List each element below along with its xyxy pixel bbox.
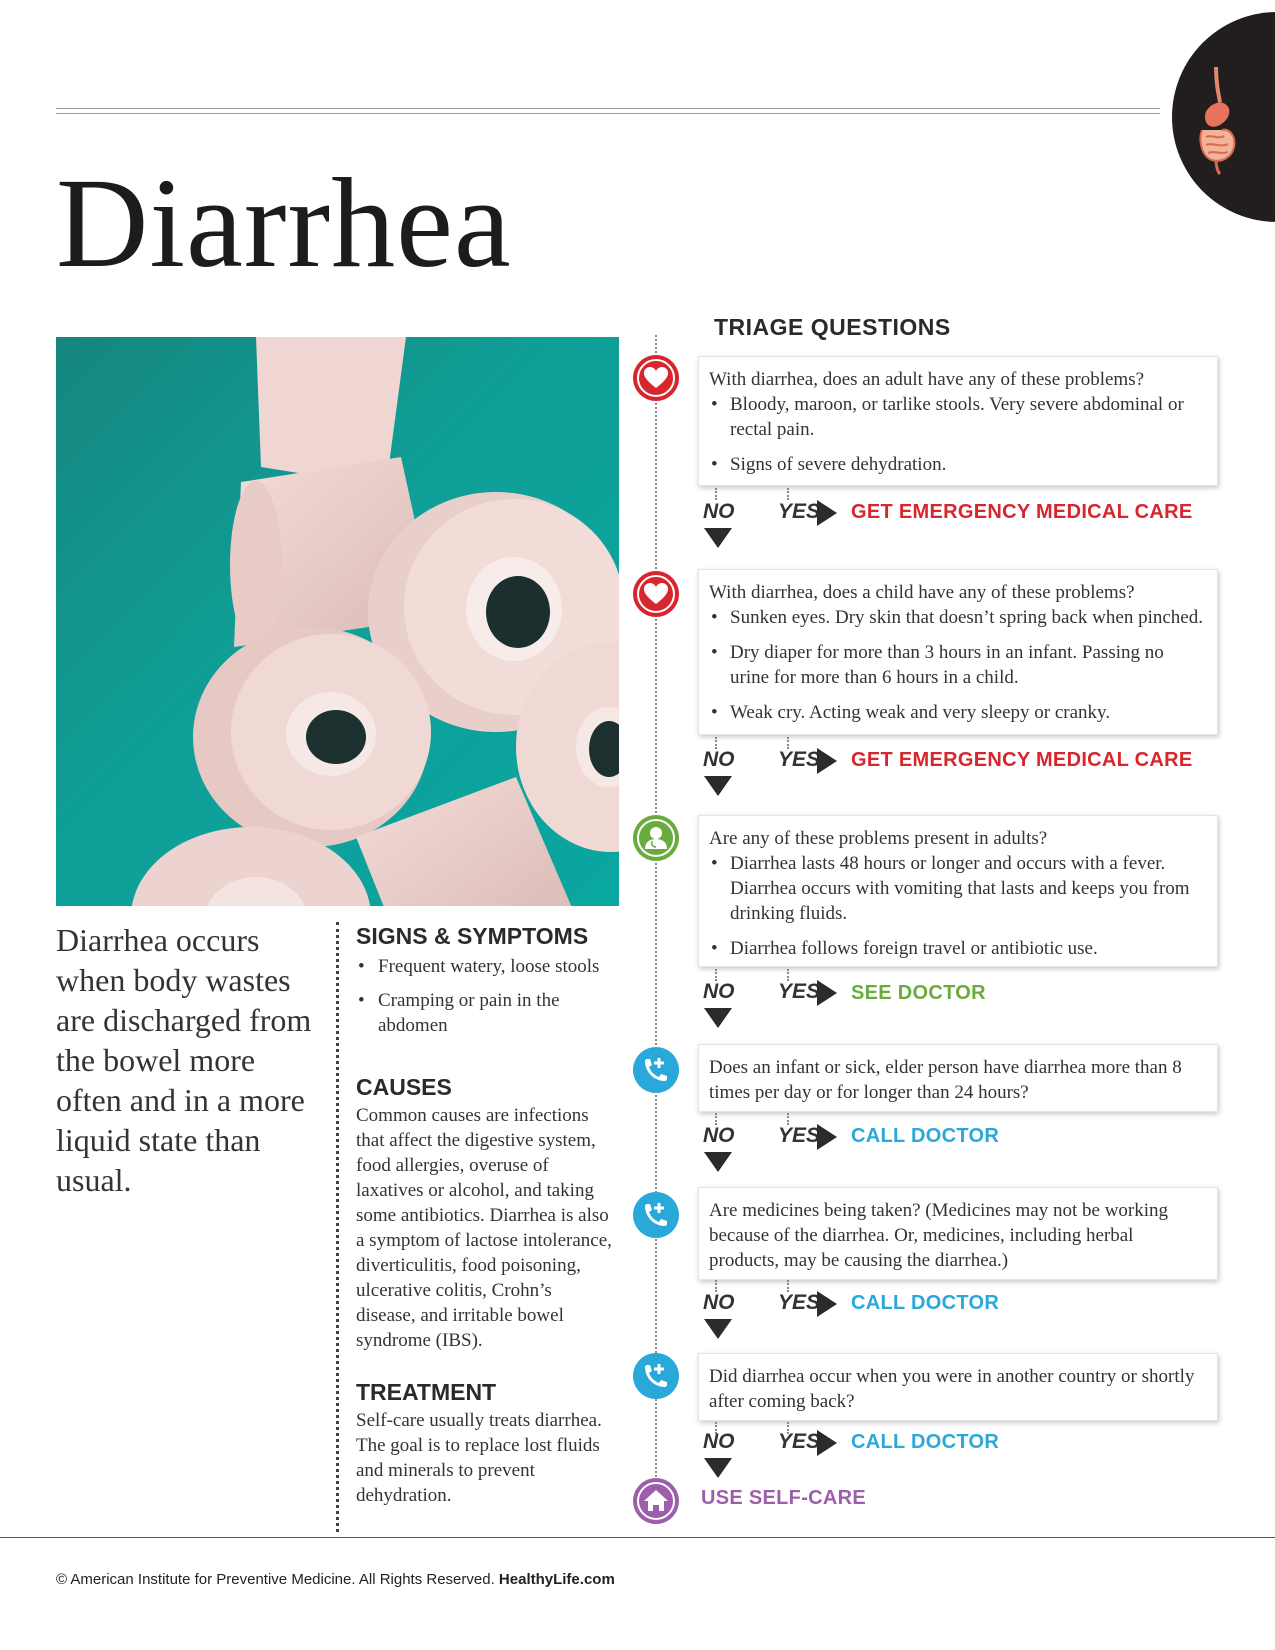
triage-question-box bbox=[698, 1353, 1218, 1421]
yes-label: YES bbox=[778, 748, 821, 771]
triage-bullet: • Bloody, maroon, or tarlike stools. Very severe abdominal or rectal pain. bbox=[709, 392, 1205, 442]
footer-rule bbox=[0, 1537, 1275, 1538]
treatment-heading: TREATMENT bbox=[356, 1379, 497, 1405]
signs-item: • Frequent watery, loose stools bbox=[356, 954, 616, 979]
intro-text: Diarrhea occurs when body wastes are discharged from the bowel more often and in a more liquid state than usual. bbox=[56, 922, 312, 1198]
triage-question: Did diarrhea occur when you were in another country or shortly after coming back? bbox=[709, 1366, 1195, 1412]
no-label: NO bbox=[703, 1124, 735, 1147]
no-label: NO bbox=[703, 1430, 735, 1453]
no-label: NO bbox=[703, 748, 735, 771]
arrow-down-icon bbox=[704, 1458, 732, 1478]
signs-item: • Cramping or pain in the abdomen bbox=[356, 988, 616, 1038]
triage-question: Are any of these problems present in adults? bbox=[709, 828, 1048, 849]
phone-icon bbox=[633, 1192, 679, 1238]
action-emergency: GET EMERGENCY MEDICAL CARE bbox=[851, 749, 1193, 771]
arrow-down-icon bbox=[704, 1152, 732, 1172]
page-title: Diarrhea bbox=[56, 152, 512, 294]
connector-tick bbox=[715, 488, 717, 500]
footer bbox=[56, 1571, 615, 1588]
signs-heading: SIGNS & SYMPTOMS bbox=[356, 923, 589, 949]
arrow-right-icon bbox=[817, 980, 837, 1006]
yes-label: YES bbox=[778, 980, 821, 1003]
triage-question-box bbox=[698, 1044, 1218, 1112]
arrow-right-icon bbox=[817, 1430, 837, 1456]
action-call-doctor: CALL DOCTOR bbox=[851, 1292, 1000, 1314]
yes-label: YES bbox=[778, 1124, 821, 1147]
column-divider bbox=[336, 922, 339, 1532]
arrow-right-icon bbox=[817, 1291, 837, 1317]
phone-icon bbox=[633, 1047, 679, 1093]
doctor-icon bbox=[633, 815, 679, 861]
causes-heading: CAUSES bbox=[356, 1074, 452, 1100]
action-self-care: USE SELF-CARE bbox=[701, 1487, 867, 1509]
action-see-doctor: SEE DOCTOR bbox=[851, 982, 986, 1004]
causes-body: Common causes are infections that affect the digestive system, food allergies, overuse of laxatives or alcohol, and taking some antibiotics. Diarrhea is also a symptom of lactose intolerance, diverticulitis, food poisoning, ulcerative colitis, Crohn’s disease, and irritable bowel syndrome (IBS). bbox=[356, 1105, 612, 1351]
treatment-section bbox=[356, 1379, 612, 1508]
triage-question: With diarrhea, does a child have any of these problems? bbox=[709, 582, 1135, 603]
header-rule bbox=[56, 113, 1160, 114]
triage-question: Are medicines being taken? (Medicines may not be working because of the diarrhea. Or, medicines, including herbal products, may be causing the diarrhea.) bbox=[709, 1200, 1169, 1271]
toilet-paper-photo bbox=[56, 337, 619, 906]
triage-timeline bbox=[655, 335, 657, 1485]
yes-label: YES bbox=[778, 500, 821, 523]
no-label: NO bbox=[703, 980, 735, 1003]
action-call-doctor: CALL DOCTOR bbox=[851, 1125, 1000, 1147]
arrow-right-icon bbox=[817, 1124, 837, 1150]
arrow-right-icon bbox=[817, 748, 837, 774]
arrow-down-icon bbox=[704, 1008, 732, 1028]
phone-icon bbox=[633, 1353, 679, 1399]
triage-bullet: • Dry diaper for more than 3 hours in an infant. Passing no urine for more than 6 hours in a child. bbox=[709, 640, 1205, 690]
connector-tick bbox=[787, 488, 789, 500]
corner-badge bbox=[1172, 12, 1275, 222]
yes-label: YES bbox=[778, 1291, 821, 1314]
triage-question: Does an infant or sick, elder person have diarrhea more than 8 times per day or for longer than 24 hours? bbox=[709, 1057, 1182, 1103]
triage-question-box bbox=[698, 1187, 1218, 1280]
signs-section bbox=[356, 923, 616, 1047]
footer-copyright: © American Institute for Preventive Medicine. All Rights Reserved. bbox=[56, 1571, 495, 1588]
treatment-body: Self-care usually treats diarrhea. The goal is to replace lost fluids and minerals to prevent dehydration. bbox=[356, 1410, 602, 1506]
action-call-doctor: CALL DOCTOR bbox=[851, 1431, 1000, 1453]
yes-label: YES bbox=[778, 1430, 821, 1453]
causes-section bbox=[356, 1074, 612, 1353]
no-label: NO bbox=[703, 1291, 735, 1314]
triage-question-box bbox=[698, 356, 1218, 486]
triage-bullet: • Weak cry. Acting weak and very sleepy or cranky. bbox=[709, 700, 1205, 725]
arrow-down-icon bbox=[704, 776, 732, 796]
arrow-down-icon bbox=[704, 528, 732, 548]
no-label: NO bbox=[703, 500, 735, 523]
heart-icon bbox=[633, 355, 679, 401]
triage-bullet: • Diarrhea follows foreign travel or antibiotic use. bbox=[709, 936, 1205, 961]
header-rule bbox=[56, 108, 1160, 109]
triage-question-box bbox=[698, 569, 1218, 735]
action-emergency: GET EMERGENCY MEDICAL CARE bbox=[851, 501, 1193, 523]
digestive-system-icon bbox=[1172, 12, 1275, 222]
triage-bullet: • Signs of severe dehydration. bbox=[709, 452, 1205, 477]
arrow-right-icon bbox=[817, 500, 837, 526]
triage-bullet: • Diarrhea lasts 48 hours or longer and occurs with a fever. Diarrhea occurs with vomiting that lasts and keeps you from drinking fluids. bbox=[709, 851, 1205, 926]
footer-site-link[interactable]: HealthyLife.com bbox=[498, 1571, 615, 1588]
triage-question: With diarrhea, does an adult have any of these problems? bbox=[709, 369, 1145, 390]
triage-question-box bbox=[698, 815, 1218, 967]
arrow-down-icon bbox=[704, 1319, 732, 1339]
triage-bullet: • Sunken eyes. Dry skin that doesn’t spring back when pinched. bbox=[709, 605, 1205, 630]
home-icon bbox=[633, 1478, 679, 1524]
heart-icon bbox=[633, 571, 679, 617]
triage-title: TRIAGE QUESTIONS bbox=[714, 314, 951, 340]
